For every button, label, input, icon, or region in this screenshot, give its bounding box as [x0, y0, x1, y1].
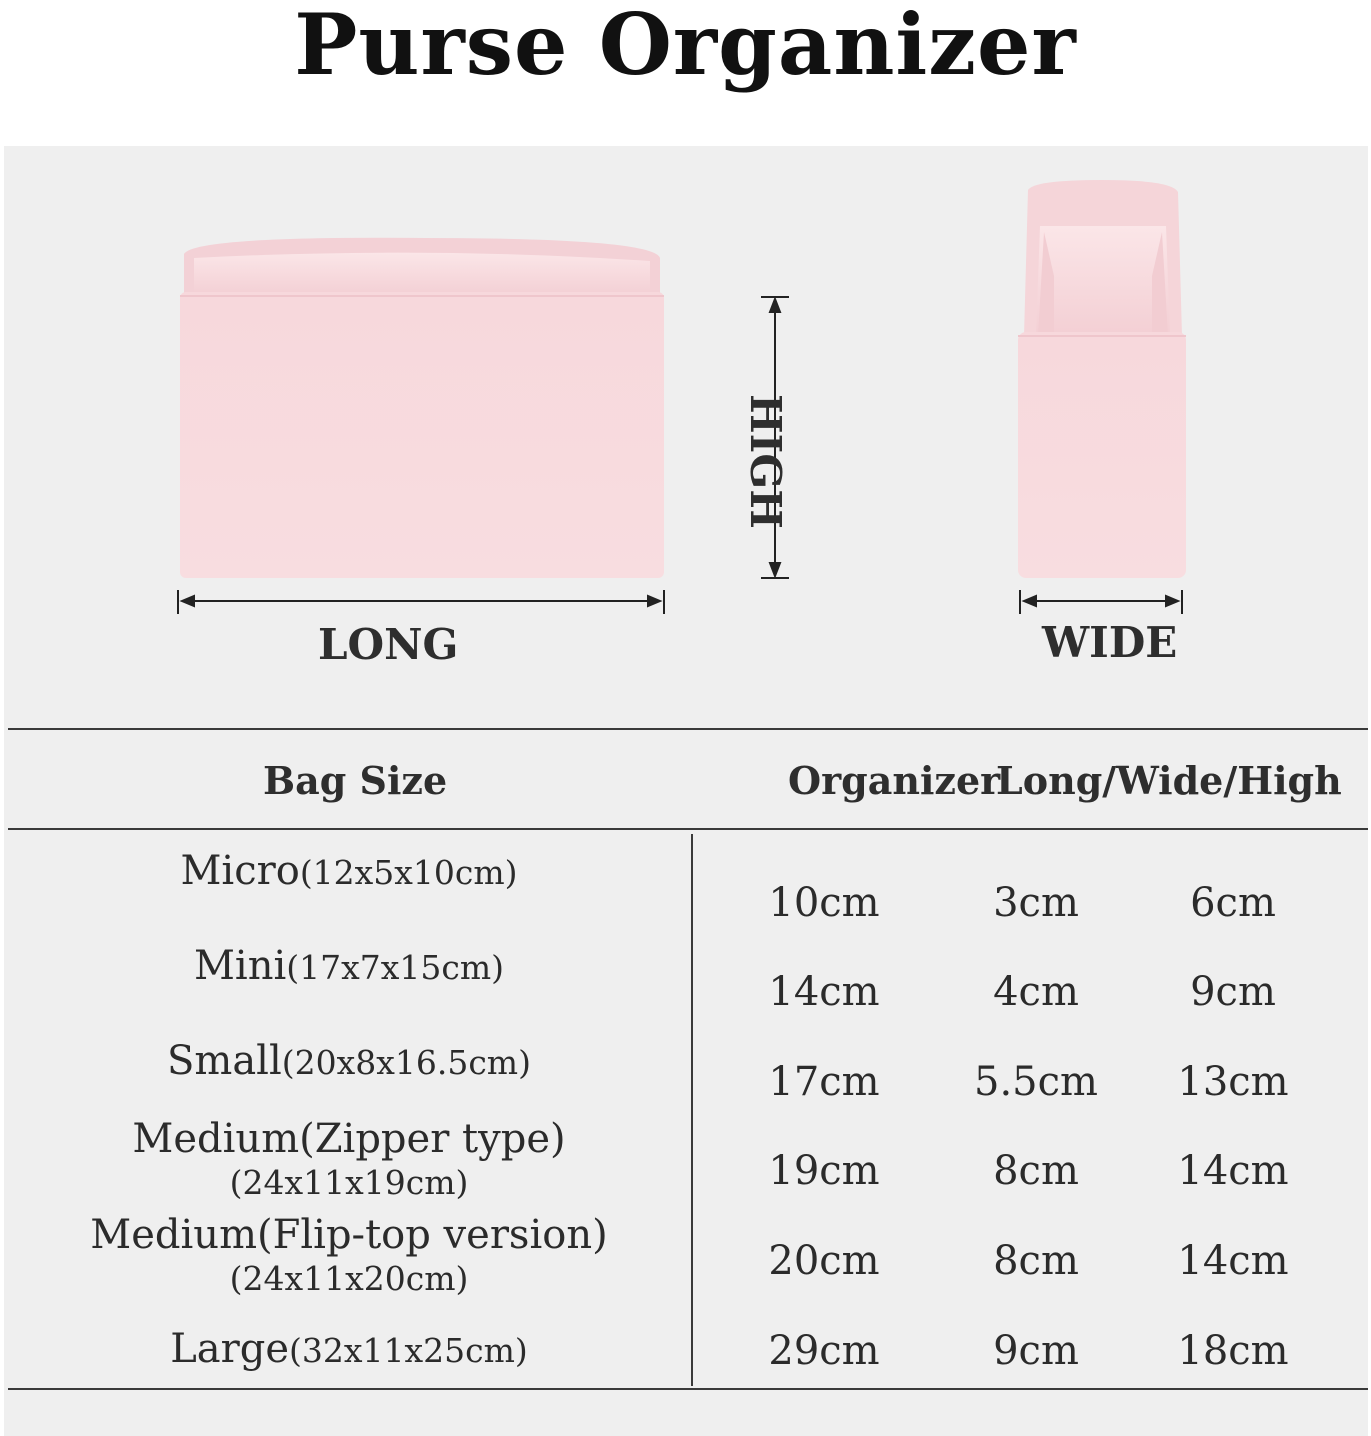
page-title: Purse Organizer	[294, 0, 1077, 94]
table-top-divider	[8, 728, 1368, 730]
wide-label: WIDE	[1042, 618, 1178, 667]
bag-name: Micro	[180, 848, 300, 894]
table-bottom-divider	[8, 1388, 1368, 1390]
wide-value: 9cm	[993, 1328, 1079, 1374]
organizer-side-view	[1018, 180, 1186, 578]
long-value: 14cm	[768, 969, 880, 1015]
bag-dims: (24x11x19cm)	[229, 1163, 469, 1202]
high-value: 14cm	[1177, 1148, 1289, 1194]
wide-value: 4cm	[993, 969, 1079, 1015]
high-value: 6cm	[1190, 880, 1276, 926]
long-value: 19cm	[768, 1148, 880, 1194]
wide-value: 5.5cm	[974, 1059, 1098, 1105]
bag-name: Medium(Flip-top version)	[90, 1212, 608, 1258]
wide-value: 3cm	[993, 880, 1079, 926]
table-header-divider	[8, 828, 1368, 830]
bag-dims: (24x11x20cm)	[229, 1259, 469, 1298]
high-value: 9cm	[1190, 969, 1276, 1015]
header-dims: Long/Wide/High	[996, 758, 1342, 803]
bag-name: Small	[167, 1038, 282, 1084]
bag-dims: (20x8x16.5cm)	[281, 1043, 531, 1082]
bag-dims: (12x5x10cm)	[299, 853, 518, 892]
product-panel	[4, 146, 1368, 1436]
long-value: 17cm	[768, 1059, 880, 1105]
long-label: LONG	[318, 620, 459, 669]
high-value: 14cm	[1177, 1238, 1289, 1284]
bag-dims: (32x11x25cm)	[289, 1331, 528, 1370]
high-value: 18cm	[1177, 1328, 1289, 1374]
header-bag-size: Bag Size	[263, 758, 448, 803]
table-column-divider	[691, 834, 693, 1386]
high-value: 13cm	[1177, 1059, 1289, 1105]
wide-value: 8cm	[993, 1238, 1079, 1284]
bag-name: Mini	[193, 943, 287, 989]
header-organizer: Organizer	[788, 758, 1001, 803]
long-dimension-arrow	[178, 590, 664, 614]
bag-dims: (17x7x15cm)	[286, 948, 505, 987]
long-value: 20cm	[768, 1238, 880, 1284]
organizer-front-view	[180, 238, 664, 578]
long-value: 29cm	[768, 1328, 880, 1374]
long-value: 10cm	[768, 880, 880, 926]
bag-name: Medium(Zipper type)	[132, 1116, 566, 1162]
bag-name: Large	[170, 1326, 290, 1372]
wide-value: 8cm	[993, 1148, 1079, 1194]
high-label: HIGH	[741, 394, 790, 529]
wide-dimension-arrow	[1020, 590, 1182, 614]
